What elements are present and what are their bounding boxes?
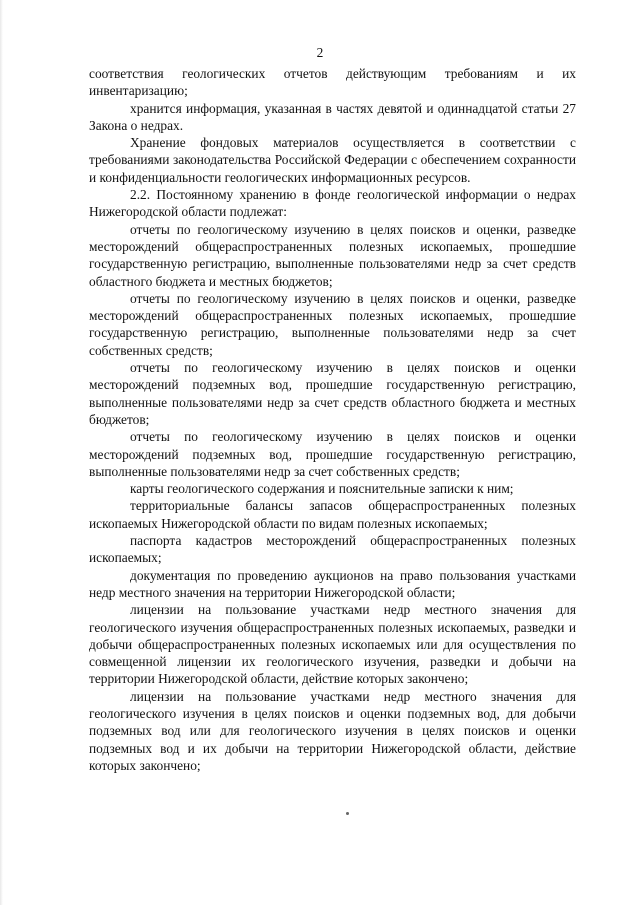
list-item-geological-maps: карты геологического содержания и пояснительные записки к ним; [130,481,514,497]
document-body [89,65,576,774]
paragraph-section-2-2: 2.2. Постоянному хранению в фонде геологической информации о недрах Нижегородской области подлежат: [89,187,576,220]
list-item-groundwater-reports-budget: отчеты по геологическому изучению в целях поисков и оценки месторождений подземных вод, прошедшие государственную регистрацию, выполненные пользователями недр за счет средств областного бюджета и местных бюджетов; [89,360,576,427]
list-item-licenses-groundwater: лицензии на пользование участками недр местного значения для геологического изучения в целях поисков и оценки подземных вод, для добычи подземных вод или для геологического изучения в целях поисков и оценки подземных вод и их добычи на территории Нижегородской области, действие которых закончено; [89,688,576,773]
scan-speck [346,812,349,815]
list-item-groundwater-reports-own-funds: отчеты по геологическому изучению в целях поисков и оценки месторождений подземных вод, прошедшие государственную регистрацию, выполненные пользователями недр за счет собственных средств; [89,429,576,479]
page-number: 2 [316,45,324,60]
list-item-auction-documentation: документация по проведению аукционов на право пользования участками недр местного значения на территории Нижегородской области; [89,567,576,600]
paragraph-stored-info: хранится информация, указанная в частях девятой и одиннадцатой статьи 27 Закона о недрах. [89,100,576,133]
list-item-reports-own-funds: отчеты по геологическому изучению в целях поисков и оценки, разведке месторождений общераспространенных полезных ископаемых, прошедшие государственную регистрацию, выполненные пользователями недр за счет собственных средств; [89,290,576,358]
list-item-territorial-balances: территориальные балансы запасов общераспространенных полезных ископаемых Нижегородской области по видам полезных ископаемых; [89,498,576,531]
list-item-cadastre-passports: паспорта кадастров месторождений общераспространенных полезных ископаемых; [89,533,576,566]
list-item-licenses-minerals: лицензии на пользование участками недр местного значения для геологического изучения общераспространенных полезных ископаемых, разведки и добычи общераспространенных полезных ископаемых или для осуществления по совмещенной лицензии их геологического изучения, разведки и добычи на территории Нижегородской области, действие которых закончено; [89,602,576,687]
scan-edge-shadow [0,0,3,905]
paragraph-storage-requirements: Хранение фондовых материалов осуществляется в соответствии с требованиями законодательства Российской Федерации с обеспечением сохранности и конфиденциальности геологических информационных ресурсов. [89,135,576,185]
list-item-reports-budget: отчеты по геологическому изучению в целях поисков и оценки, разведке месторождений общераспространенных полезных ископаемых, прошедшие государственную регистрацию, выполненные пользователями недр за счет средств областного бюджета и местных бюджетов; [89,221,576,289]
paragraph-continuation: соответствия геологических отчетов действующим требованиям и их инвентаризацию; [89,66,576,99]
